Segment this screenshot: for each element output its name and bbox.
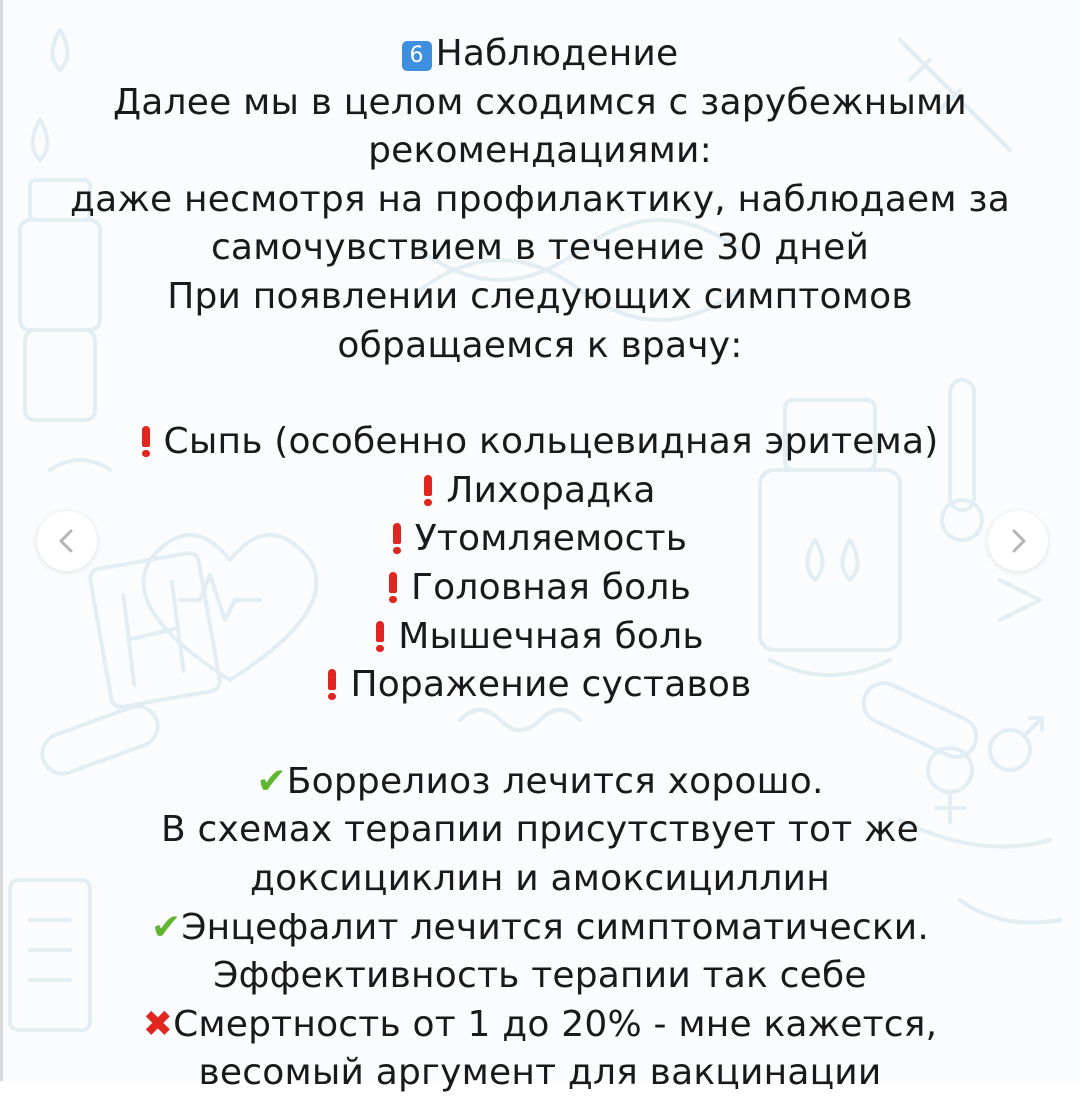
symptom-label: Поражение суставов: [350, 664, 752, 706]
symptom-label: Утомляемость: [414, 518, 688, 560]
mortality-note: [0, 1001, 1080, 1050]
chevron-right-icon: [988, 511, 1048, 571]
exclamation-icon: [376, 621, 384, 651]
note-text: Боррелиоз лечится хорошо.: [286, 760, 824, 802]
symptom-item: [0, 661, 1080, 710]
spacer: [0, 710, 1080, 758]
intro-line: обращаемся к врачу:: [337, 324, 743, 366]
symptom-item: [0, 564, 1080, 613]
symptom-label: Головная боль: [411, 566, 691, 608]
intro-line: самочувствием в течение 30 дней: [210, 227, 870, 269]
slide-text: [0, 30, 1080, 1098]
intro-line: рекомендациями:: [368, 130, 712, 172]
previous-slide-button[interactable]: [37, 511, 97, 571]
intro-line: При появлении следующих симптомов: [167, 275, 913, 317]
check-mark-icon: ✔: [150, 906, 182, 948]
symptom-item: [0, 515, 1080, 564]
note-text: Смертность от 1 до 20% - мне кажется,: [173, 1003, 938, 1045]
note-text: Энцефалит лечится симптоматически.: [181, 906, 930, 948]
exclamation-icon: [142, 426, 150, 456]
check-mark-icon: ✔: [256, 760, 287, 802]
chevron-left-icon: [37, 511, 97, 571]
mortality-note-line: весомый аргумент для вакцинации: [198, 1052, 882, 1094]
exclamation-icon: [424, 475, 432, 505]
symptom-item: [0, 467, 1080, 516]
keycap-six-icon: 6: [402, 41, 432, 71]
symptom-label: Мышечная боль: [398, 615, 704, 657]
slide-heading: [0, 30, 1080, 79]
slide-title: Наблюдение: [435, 33, 679, 74]
cross-mark-icon: ✖: [142, 1003, 174, 1045]
borreliosis-note: [0, 758, 1080, 807]
spacer: [0, 370, 1080, 418]
encephalitis-note: [0, 904, 1080, 953]
exclamation-icon: [328, 669, 336, 699]
symptom-label: Сыпь (особенно кольцевидная эритема): [163, 421, 939, 463]
intro-line: даже несмотря на профилактику, наблюдаем за: [70, 178, 1010, 220]
intro-line: Далее мы в целом сходимся с зарубежными: [112, 81, 968, 123]
borreliosis-note-line: В схемах терапии присутствует тот же: [160, 809, 920, 851]
exclamation-icon: [389, 572, 397, 602]
exclamation-icon: [393, 523, 401, 553]
symptom-label: Лихорадка: [446, 469, 656, 511]
next-slide-button[interactable]: [988, 511, 1048, 571]
borreliosis-note-line: доксициклин и амоксициллин: [250, 857, 830, 899]
symptom-item: [0, 418, 1080, 467]
encephalitis-note-line: Эффективность терапии так себе: [213, 955, 867, 997]
symptom-item: [0, 613, 1080, 662]
